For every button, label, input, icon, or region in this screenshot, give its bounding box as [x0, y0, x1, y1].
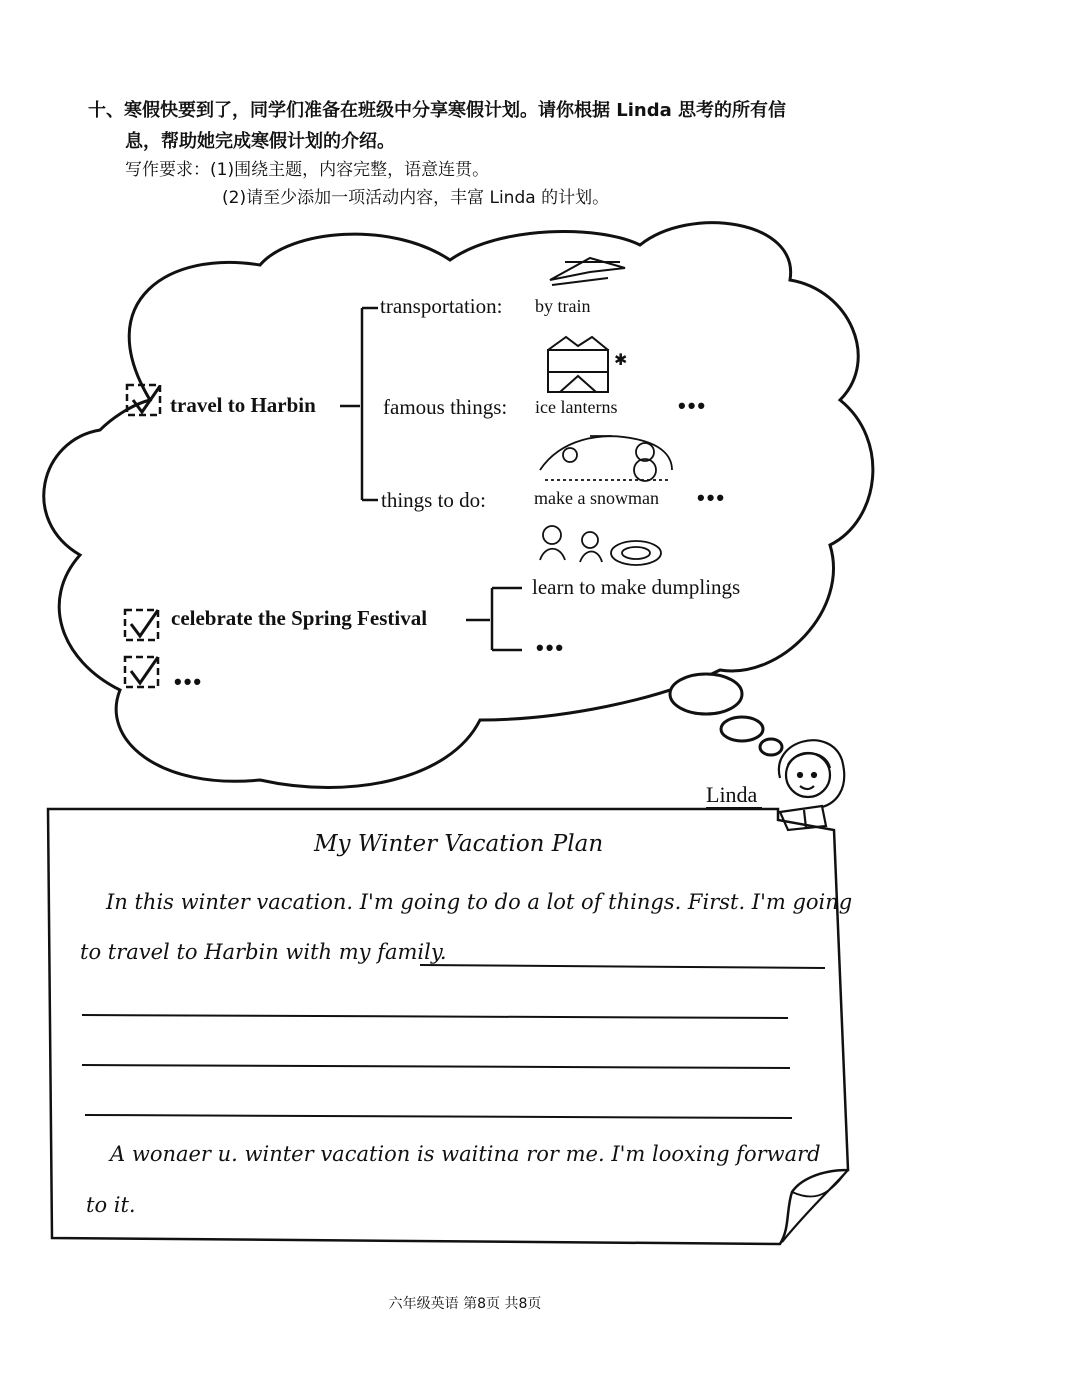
ice-lantern-icon: [548, 337, 627, 392]
paper-sheet: [48, 809, 848, 1244]
famous-things-label: famous things:: [383, 395, 508, 419]
svg-text:✱: ✱: [614, 350, 628, 369]
plan-title: My Winter Vacation Plan: [314, 831, 604, 857]
thought-bubble-large: [670, 674, 742, 714]
page-footer: 六年级英语 第8页 共8页: [388, 1296, 542, 1312]
requirement-2: (2)请至少添加一项活动内容，丰富 Linda 的计划。: [222, 188, 610, 208]
snowman-scene-icon: [540, 436, 672, 481]
checkbox-icon-3: [125, 657, 158, 687]
item-spring-festival: celebrate the Spring Festival: [171, 606, 428, 630]
plan-closing-line2: to it.: [86, 1193, 136, 1217]
linda-name: Linda: [706, 782, 758, 807]
plan-closing-line1: A wonaer u. winter vacation is waitina ror me. I'm looxing forward: [110, 1142, 821, 1166]
transportation-value: by train: [535, 296, 591, 316]
things-to-do-label: things to do:: [381, 488, 487, 512]
checkbox-icon-2: [125, 610, 158, 640]
item-3-ellipsis: •••: [174, 669, 204, 694]
todo-ellipsis: •••: [697, 485, 727, 510]
famous-things-value: ice lanterns: [535, 397, 618, 417]
thought-bubble-small: [760, 739, 782, 755]
dumplings-icon: [540, 526, 661, 565]
writing-line-3: [82, 1065, 790, 1068]
famous-ellipsis: •••: [678, 393, 708, 418]
plan-para1-line2: to travel to Harbin with my family.: [80, 940, 447, 964]
transportation-label: transportation:: [380, 294, 503, 318]
spring-festival-ellipsis: •••: [536, 635, 566, 660]
question-title-line1: 十、寒假快要到了，同学们准备在班级中分享寒假计划。请你根据 Linda 思考的所有信: [88, 100, 787, 121]
train-icon: [550, 258, 625, 285]
things-to-do-value: make a snowman: [534, 488, 659, 508]
item-travel-harbin: travel to Harbin: [170, 393, 316, 417]
writing-line-4: [85, 1115, 792, 1118]
question-title-line2: 息，帮助她完成寒假计划的介绍。: [125, 131, 395, 152]
linda-avatar: [779, 740, 844, 830]
writing-line-2: [82, 1015, 788, 1018]
thought-bubble-medium: [721, 717, 763, 741]
writing-line-1: [420, 965, 825, 968]
requirement-1: 写作要求：(1)围绕主题，内容完整，语意连贯。: [125, 160, 490, 180]
spring-festival-sub1: learn to make dumplings: [532, 575, 741, 599]
plan-para1-line1: In this winter vacation. I'm going to do a lot of things. First. I'm going: [106, 890, 853, 914]
